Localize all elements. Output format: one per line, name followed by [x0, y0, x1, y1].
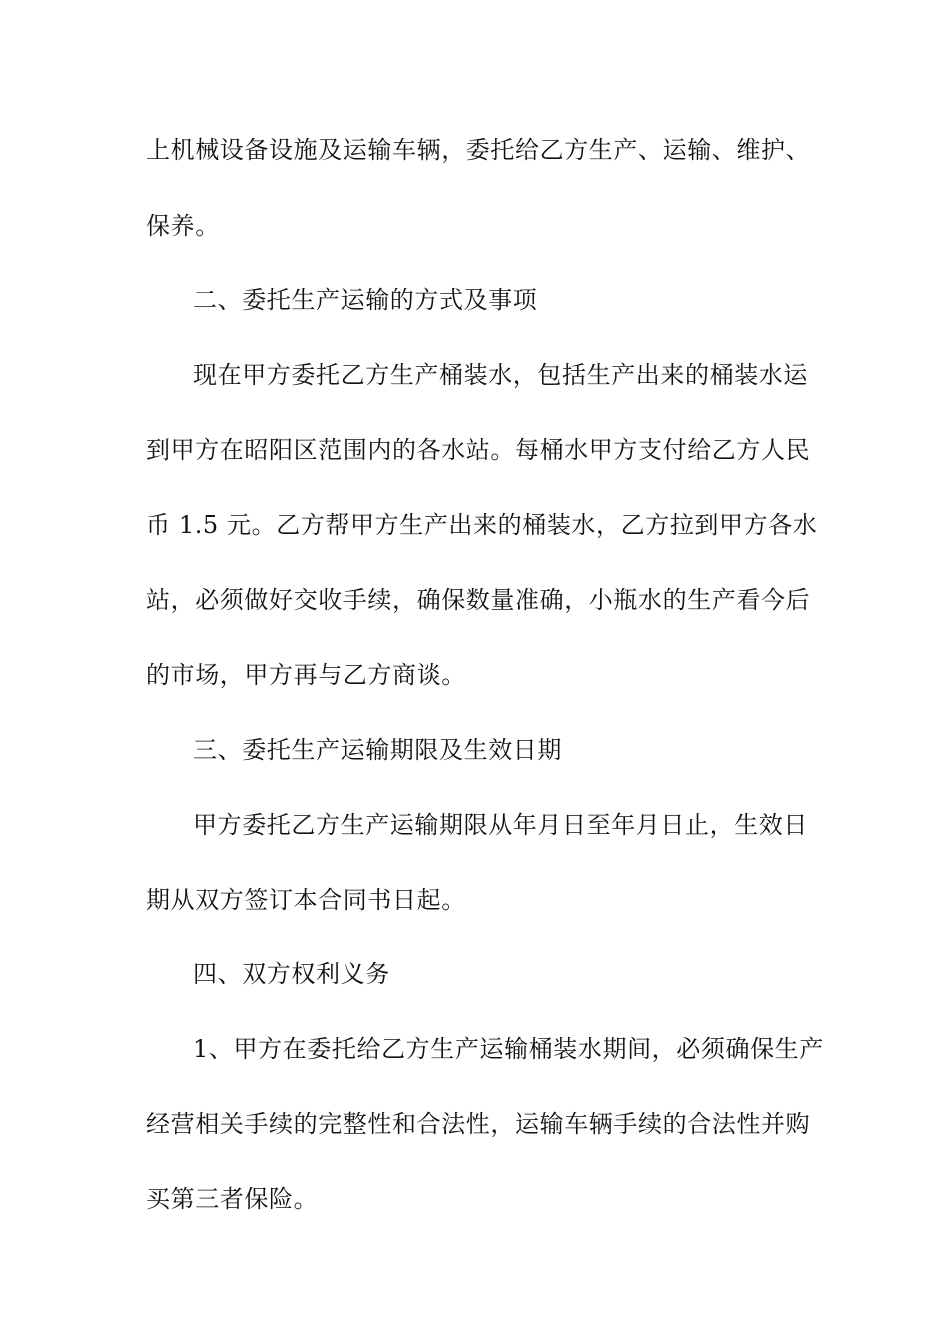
text-line: 现在甲方委托乙方生产桶装水，包括生产出来的桶装水运 [193, 361, 808, 389]
section-heading: 三、委托生产运输期限及生效日期 [193, 736, 562, 764]
text-line: 期从双方签订本合同书日起。 [146, 886, 466, 914]
section-heading: 四、双方权利义务 [193, 960, 390, 988]
text-line: 甲方委托乙方生产运输期限从年月日至年月日止，生效日 [193, 811, 808, 839]
text-line: 的市场，甲方再与乙方商谈。 [146, 661, 466, 689]
text-line: 保养。 [146, 212, 220, 240]
text-line: 经营相关手续的完整性和合法性，运输车辆手续的合法性并购 [146, 1110, 811, 1138]
text-line: 上机械设备设施及运输车辆，委托给乙方生产、运输、维护、 [146, 136, 811, 164]
text-line: 1、甲方在委托给乙方生产运输桶装水期间，必须确保生产 [193, 1035, 824, 1063]
text-line: 站，必须做好交收手续，确保数量准确，小瓶水的生产看今后 [146, 586, 811, 614]
text-line: 买第三者保险。 [146, 1185, 319, 1213]
text-line: 币 1.5 元。乙方帮甲方生产出来的桶装水，乙方拉到甲方各水 [146, 511, 818, 539]
section-heading: 二、委托生产运输的方式及事项 [193, 286, 538, 314]
text-line: 到甲方在昭阳区范围内的各水站。每桶水甲方支付给乙方人民 [146, 436, 811, 464]
